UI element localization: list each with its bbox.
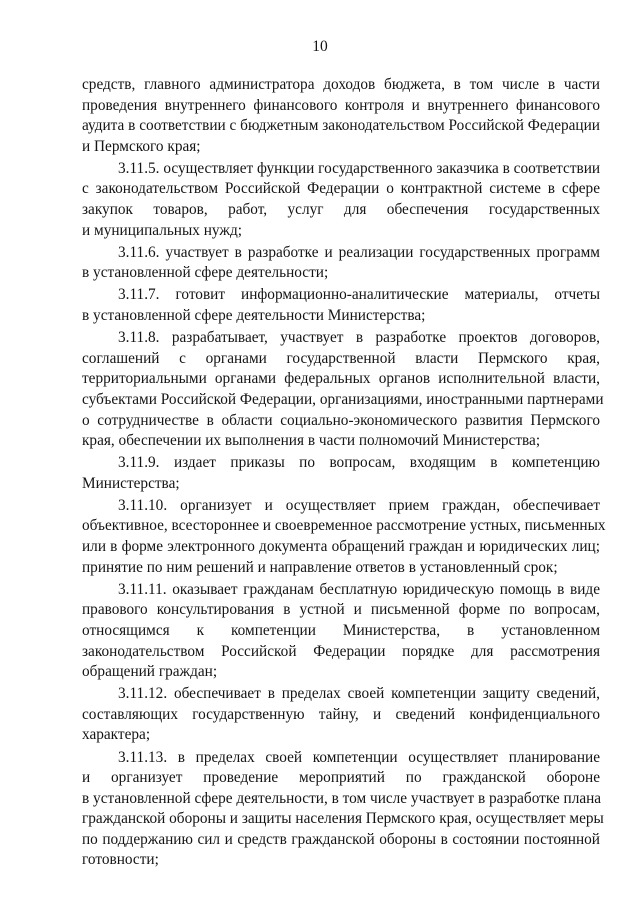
paragraph-line: 3.11.5. осуществляет функции государственного заказчика в соответствии bbox=[118, 159, 601, 177]
paragraph-line: объективное, всестороннее и своевременное рассмотрение устных, письменных bbox=[82, 517, 606, 535]
paragraph-line: с законодательством Российской Федерации о контрактной системе в сфере bbox=[82, 180, 600, 198]
paragraph bbox=[82, 580, 600, 683]
document-body bbox=[82, 75, 606, 873]
paragraph-line: в установленной сфере деятельности Министерства; bbox=[82, 307, 426, 325]
paragraph bbox=[82, 453, 600, 494]
paragraph-line: территориальными органами федеральных органов исполнительной власти, bbox=[82, 370, 600, 388]
paragraph-line: 3.11.10. организует и осуществляет прием граждан, обеспечивает bbox=[118, 496, 600, 514]
paragraph bbox=[82, 496, 606, 578]
paragraph-line: 3.11.7. готовит информационно-аналитические материалы, отчеты bbox=[118, 286, 600, 304]
paragraph-line: 3.11.12. обеспечивает в пределах своей компетенции защиту сведений, bbox=[118, 685, 600, 703]
paragraph-line: 3.11.9. издает приказы по вопросам, входящим в компетенцию bbox=[118, 454, 600, 472]
paragraph-line: относящимся к компетенции Министерства, в установленном bbox=[82, 621, 600, 639]
paragraph-line: обращений граждан; bbox=[82, 663, 218, 681]
paragraph-line: 3.11.11. оказывает гражданам бесплатную юридическую помощь в виде bbox=[118, 580, 600, 598]
paragraph-line: соглашений с органами государственной власти Пермского края, bbox=[82, 349, 600, 367]
paragraph-line: гражданской обороны и защиты населения Пермского края, осуществляет меры bbox=[82, 810, 604, 828]
paragraph-line: готовности; bbox=[82, 851, 159, 869]
paragraph bbox=[82, 748, 604, 872]
paragraph-line: 3.11.13. в пределах своей компетенции осуществляет планирование bbox=[118, 748, 600, 766]
paragraph-line: края, обеспечении их выполнения в части полномочий Министерства; bbox=[82, 432, 541, 450]
paragraph-line: законодательством Российской Федерации порядке для рассмотрения bbox=[82, 642, 600, 660]
paragraph bbox=[82, 243, 600, 284]
page-number: 10 bbox=[312, 38, 328, 55]
paragraph-line: составляющих государственную тайну, и сведений конфиденциального bbox=[82, 705, 600, 723]
paragraph-line: аудита в соответствии с бюджетным законодательством Российской Федерации bbox=[82, 117, 600, 135]
paragraph-line: правового консультирования в устной и письменной форме по вопросам, bbox=[82, 601, 600, 619]
paragraph-line: характера; bbox=[82, 726, 151, 744]
paragraph-line: по поддержанию сил и средств гражданской обороны в состоянии постоянной bbox=[82, 830, 600, 848]
paragraph-line: 3.11.6. участвует в разработке и реализации государственных программ bbox=[118, 243, 600, 261]
paragraph-line: проведения внутреннего финансового контроля и внутреннего финансового bbox=[82, 96, 600, 114]
paragraph bbox=[82, 328, 604, 452]
paragraph-line: в установленной сфере деятельности, в том числе участвует в разработке плана bbox=[82, 789, 602, 807]
paragraph bbox=[82, 285, 600, 326]
paragraph-line: субъектами Российской Федерации, организациями, иностранными партнерами bbox=[82, 390, 604, 408]
paragraph-line: и муниципальных нужд; bbox=[82, 221, 242, 239]
paragraph bbox=[82, 159, 600, 241]
paragraph-line: или в форме электронного документа обращений граждан и юридических лиц; bbox=[82, 538, 600, 556]
paragraph-line: и Пермского края; bbox=[82, 137, 201, 155]
paragraph-line: в установленной сфере деятельности; bbox=[82, 264, 329, 282]
paragraph-line: 3.11.8. разрабатывает, участвует в разработке проектов договоров, bbox=[118, 329, 600, 347]
paragraph-line: Министерства; bbox=[82, 474, 180, 492]
paragraph bbox=[82, 684, 600, 746]
paragraph-line: и организует проведение мероприятий по гражданской обороне bbox=[82, 769, 600, 787]
paragraph-line: о сотрудничестве в области социально-экономического развития Пермского bbox=[82, 411, 600, 429]
paragraph-line: принятие по ним решений и направление ответов в установленный срок; bbox=[82, 558, 558, 576]
paragraph-line: средств, главного администратора доходов бюджета, в том числе в части bbox=[82, 76, 600, 93]
paragraph-line: закупок товаров, работ, услуг для обеспечения государственных bbox=[82, 201, 600, 219]
paragraph bbox=[82, 75, 600, 157]
